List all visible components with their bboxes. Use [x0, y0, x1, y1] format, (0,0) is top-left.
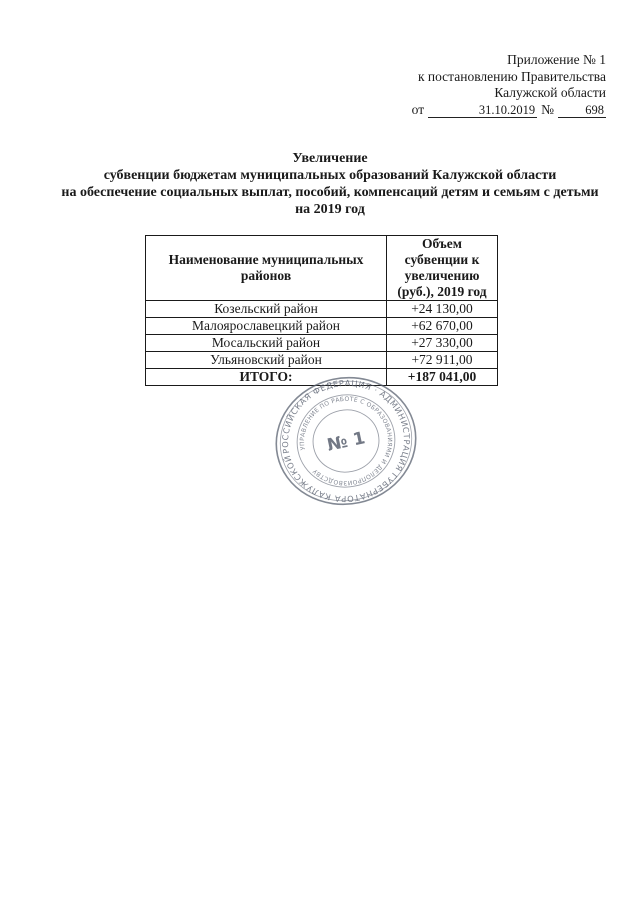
resolution-date: 31.10.2019: [428, 104, 537, 118]
title-line-1: Увеличение: [292, 151, 368, 166]
table-header-row: [146, 236, 498, 301]
amount-cell: +24 130,00: [387, 301, 498, 318]
appendix-resolution-ref: к постановлению Правительства: [417, 68, 606, 84]
district-name-cell: Мосальский район: [146, 335, 387, 352]
total-label-cell: ИТОГО:: [146, 369, 387, 386]
amount-cell: +27 330,00: [387, 335, 498, 352]
seal-graphic: [271, 376, 421, 506]
header-district-name: Наименование муниципальных районов: [146, 236, 387, 301]
number-prefix: №: [541, 101, 554, 117]
title-line-4: на 2019 год: [295, 202, 365, 217]
table-row: [146, 301, 498, 318]
table-row: [146, 352, 498, 369]
title-line-3: на обеспечение социальных выплат, пособий, компенсаций детям и семьям с детьми: [61, 185, 599, 200]
appendix-title: Приложение № 1: [507, 52, 606, 67]
total-amount-cell: +187 041,00: [387, 369, 498, 386]
amount-cell: +62 670,00: [387, 318, 498, 335]
district-name-cell: Ульяновский район: [146, 352, 387, 369]
seal-center-number: № 1: [325, 428, 367, 456]
header-amount: Объем субвенции к увеличению (руб.), 2019 год: [387, 236, 498, 301]
date-prefix: от: [411, 101, 425, 117]
district-name-cell: Малоярославецкий район: [146, 318, 387, 335]
amount-cell: +72 911,00: [387, 352, 498, 369]
title-line-2: субвенции бюджетам муниципальных образований Калужской области: [103, 168, 557, 183]
appendix-region: Калужской области: [494, 85, 606, 100]
official-seal-stamp: [271, 376, 421, 506]
subvention-table-wrap: [145, 235, 498, 386]
table-row: [146, 318, 498, 335]
appendix-header: [412, 52, 606, 118]
resolution-number: 698: [558, 104, 606, 118]
table-row: [146, 335, 498, 352]
district-name-cell: Козельский район: [146, 301, 387, 318]
appendix-date-line: [412, 102, 606, 119]
subvention-table: [145, 235, 498, 386]
document-title: [40, 150, 620, 218]
seal-outer-text: РОССИЙСКАЯ ФЕДЕРАЦИЯ · АДМИНИСТРАЦИЯ ГУБЕРНАТОРА КАЛУЖСКОЙ: [280, 377, 412, 505]
seal-inner-text: УПРАВЛЕНИЕ ПО РАБОТЕ С ОБРАЗОВАНИЯМИ И ДЕЛОПРОИЗВОДСТВУ: [299, 395, 393, 487]
